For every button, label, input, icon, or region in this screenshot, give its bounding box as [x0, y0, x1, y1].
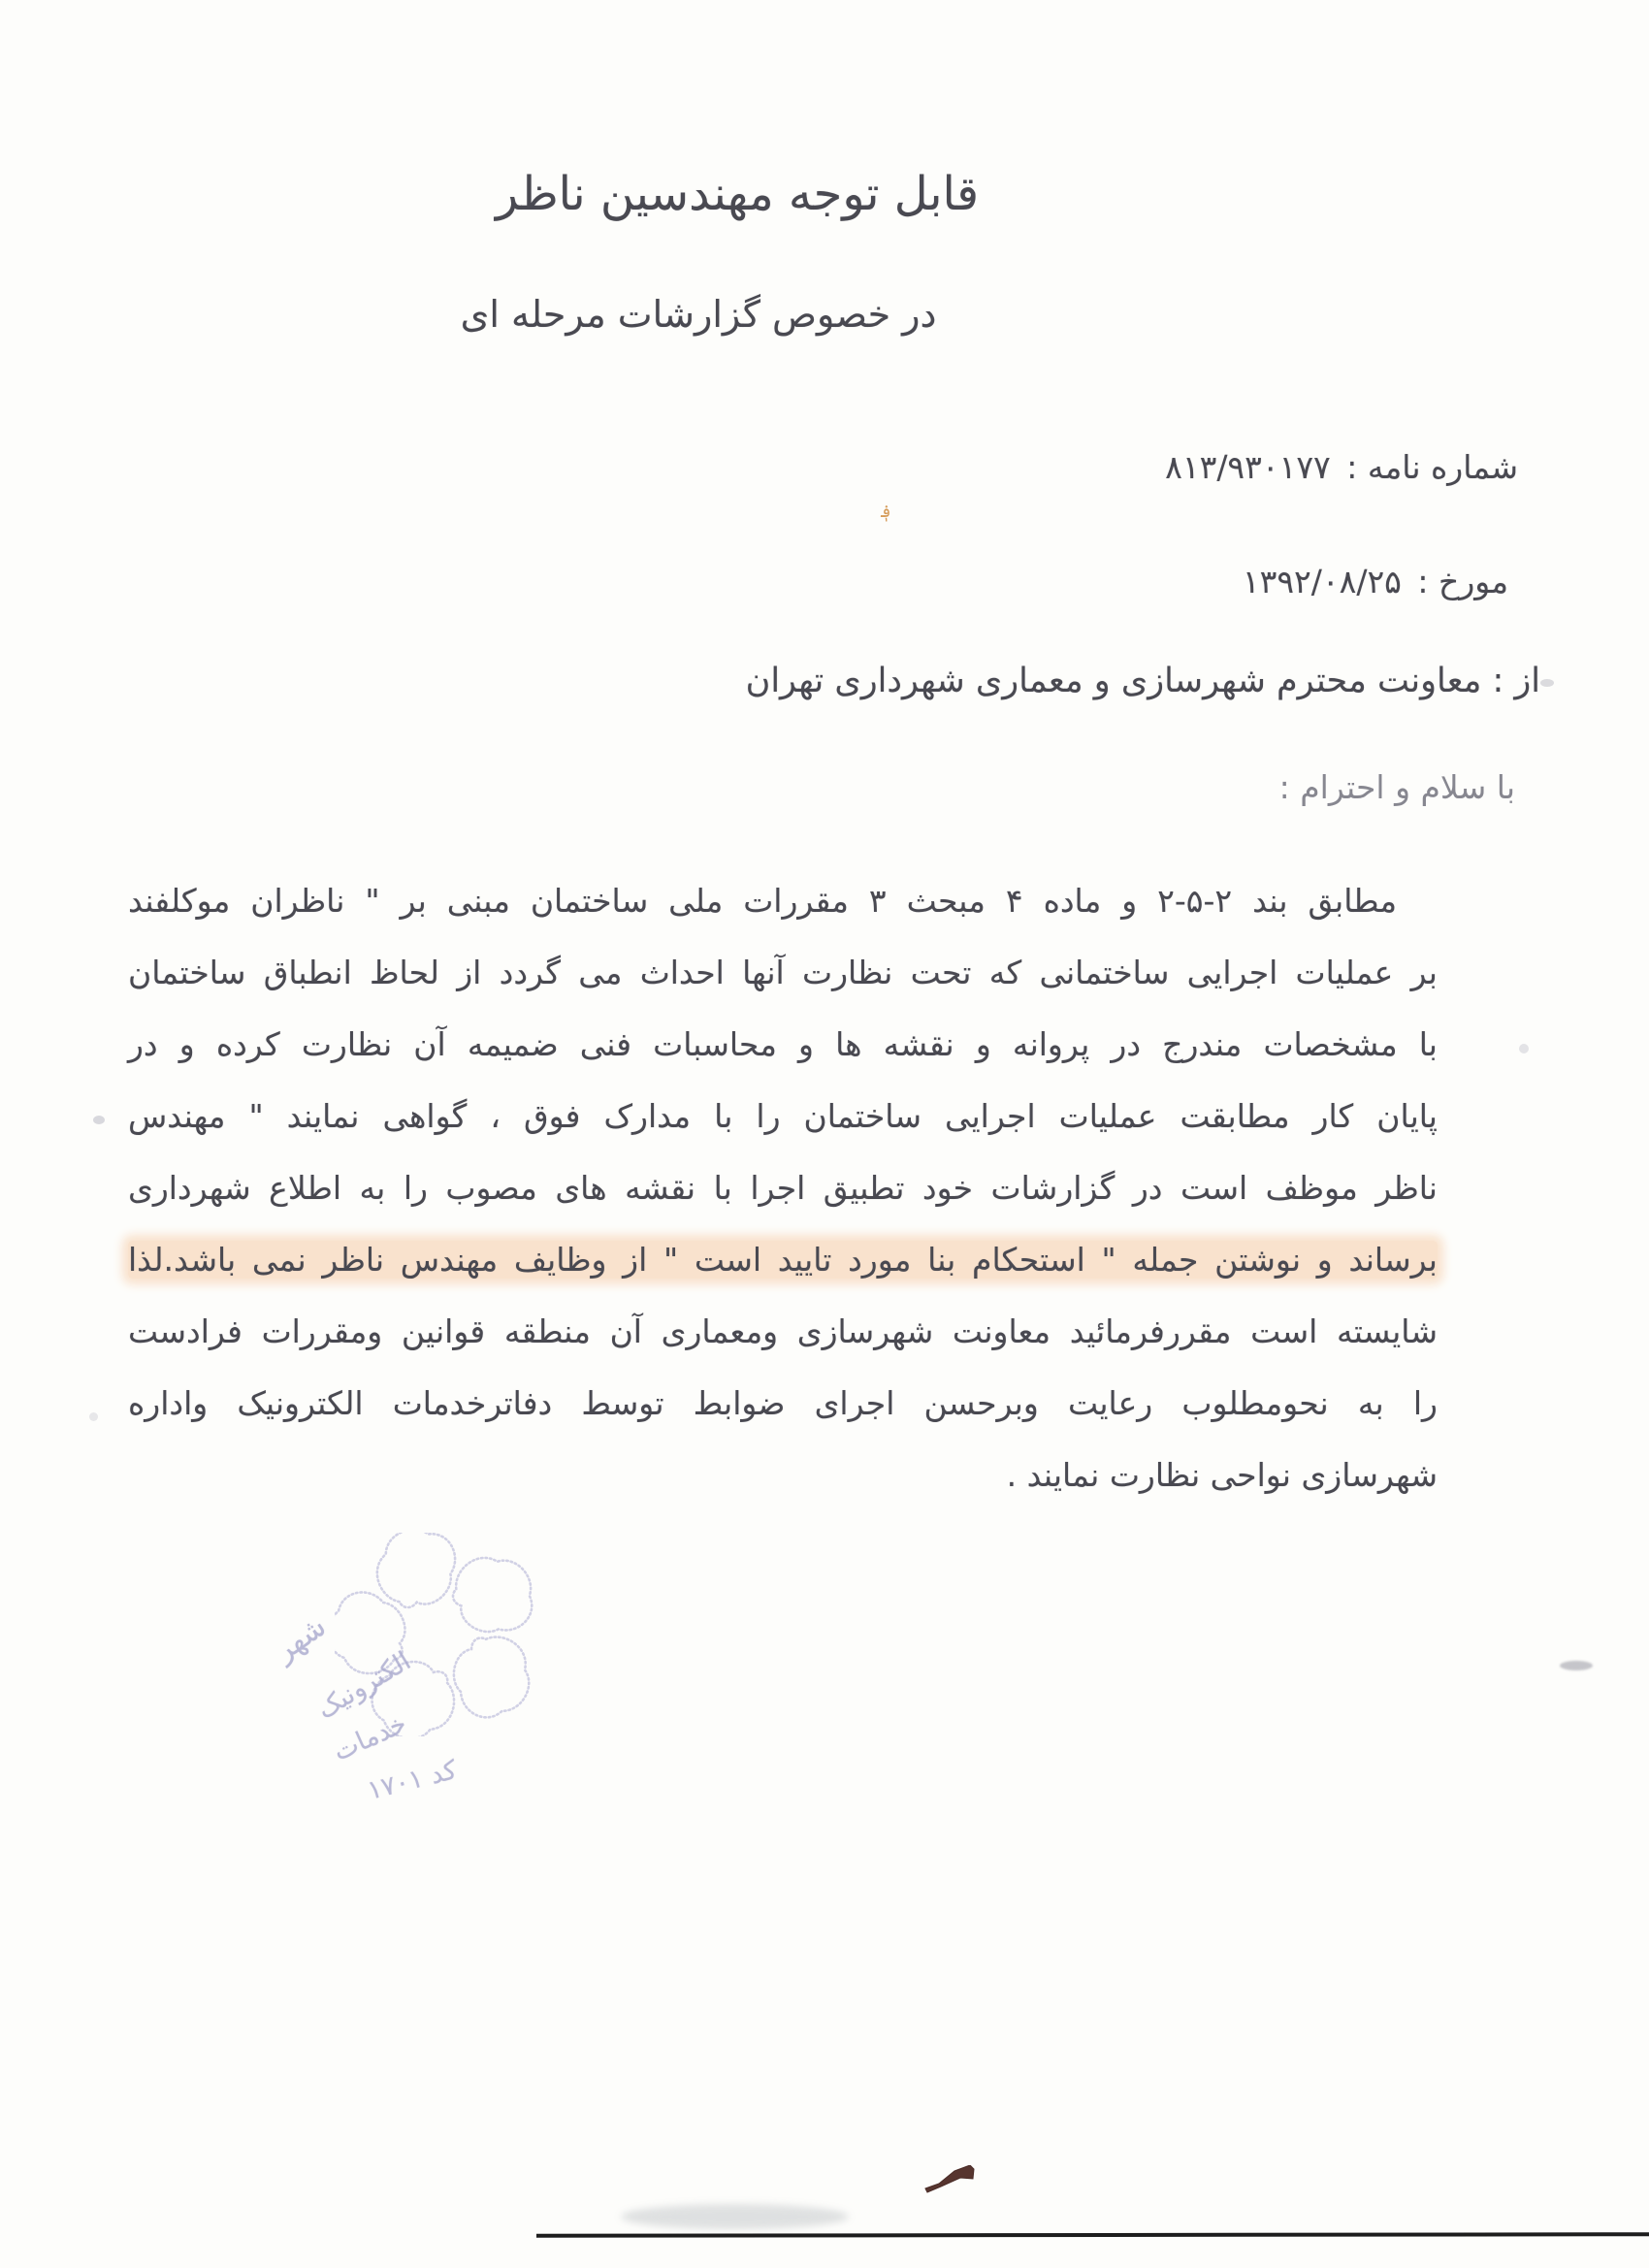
stamp-text-city: شهر [268, 1609, 333, 1669]
municipality-stamp [268, 1533, 582, 1824]
page-subtitle: در خصوص گزارشات مرحله ای [460, 293, 937, 336]
letter-number-value: ۸۱۳/۹۳۰۱۷۷ [1165, 448, 1331, 486]
scan-edge-line [536, 2232, 1649, 2238]
body-paragraph [128, 865, 1438, 1511]
stamp-text-services: خدمات [329, 1708, 411, 1767]
scan-speck [93, 1116, 105, 1124]
scan-speck [89, 1412, 98, 1421]
body-line: با مشخصات مندرج در پروانه و نقشه ها و محاسبات فنی ضمیمه آن نظارت کرده و در [128, 1025, 1438, 1063]
scan-smudge [1560, 1661, 1593, 1670]
letter-date-label: مورخ : [1417, 563, 1508, 600]
highlight-marker: برساند و نوشتن جمله " استحکام بنا مورد تایید است " از وظایف مهندس ناظر نمی باشد.لذا [128, 1241, 1438, 1279]
letter-date-line [1237, 563, 1508, 600]
stamp-flower-icon [335, 1533, 538, 1736]
body-line: بر عملیات اجرایی ساختمانی که تحت نظارت آنها احداث می گردد از لحاظ انطباق ساختمان [128, 954, 1438, 991]
scan-speck [1540, 679, 1554, 687]
greeting-line: با سلام و احترام : [1278, 768, 1515, 806]
page-title: قابل توجه مهندسین ناظر [495, 167, 980, 221]
body-line: مطابق بند ۲-۵-۲ و ماده ۴ مبحث ۳ مقررات ملی ساختمان مبنی بر " ناظران موکلفند [128, 882, 1398, 920]
letter-number-line [1159, 448, 1518, 486]
stamp-code: کد ۱۷۰۱ [364, 1755, 460, 1806]
orange-ink-speck: ؋ [881, 502, 891, 522]
from-line: از : معاونت محترم شهرسازی و معماری شهرداری تهران [745, 662, 1540, 700]
body-line: شایسته است مقررفرمائید معاونت شهرسازی ومعماری آن منطقه قوانین ومقررات فرادست [128, 1312, 1438, 1350]
ink-blot [923, 2165, 987, 2198]
scan-speck [1519, 1044, 1529, 1053]
letter-date-value: ۱۳۹۲/۰۸/۲۵ [1242, 563, 1402, 600]
stamp-text-electronic: الکترونیک [311, 1645, 416, 1726]
body-line: شهرسازی نواحی نظارت نمایند . [1006, 1456, 1438, 1494]
body-line: را به نحومطلوب رعایت وبرحسن اجرای ضوابط توسط دفاترخدمات الکترونیک واداره [128, 1384, 1438, 1422]
body-line-highlighted [128, 1224, 1438, 1296]
body-line: پایان کار مطابقت عملیات اجرایی ساختمان را با مدارک فوق ، گواهی نمایند " مهندس [128, 1097, 1438, 1135]
body-line: ناظر موظف است در گزارشات خود تطبیق اجرا با نقشه های مصوب را به اطلاع شهرداری [128, 1169, 1438, 1207]
scan-smudge-bottom [621, 2204, 849, 2229]
letter-number-label: شماره نامه : [1346, 448, 1518, 486]
